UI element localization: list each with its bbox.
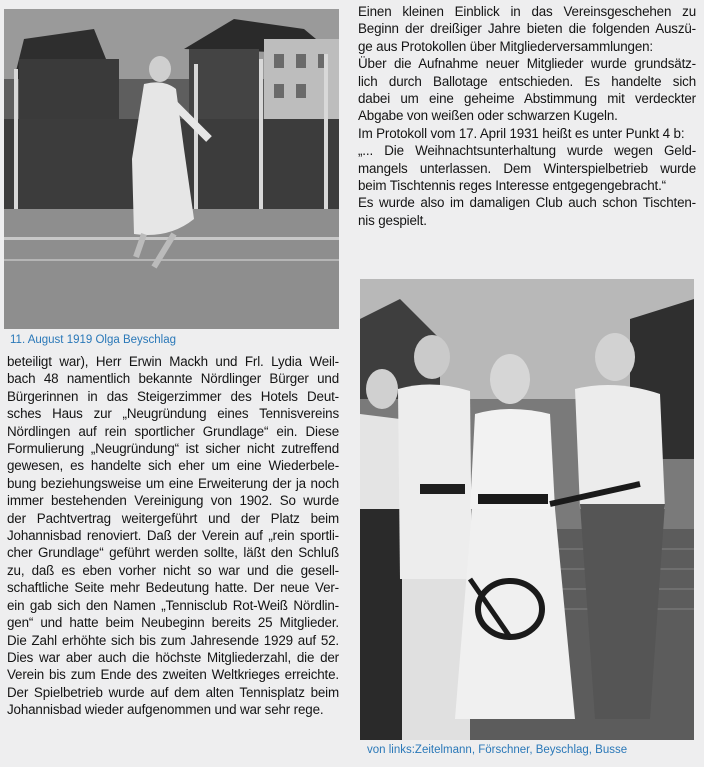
text-line: mangels unterlassen. Dem Winterspielbetrieb wurde (358, 160, 696, 176)
text-line: schaftliche Seite mehr Bedeutung hatte. Der neue Ver- (7, 580, 339, 596)
text-line: sches Haus zur „Neugründung eines Tennisvereins (7, 406, 339, 422)
photo-caption: von links:Zeitelmann, Förschner, Beyschlag, Busse (367, 744, 628, 756)
photo-tennis-player (4, 9, 339, 329)
text-line: ge aus Protokollen über Mitgliederversammlungen: (358, 38, 653, 54)
text-line: Im Protokoll vom 17. April 1931 heißt es unter Punkt 4 b: (358, 125, 685, 141)
text-line: cher Grundlage“ geführt werden sollte, läßt den Schluß (7, 545, 339, 561)
text-line: beim Tischtennis reges Interesse entgegengebracht.“ (358, 178, 666, 194)
text-line: beteiligt war), Herr Erwin Mackh und Frl. Lydia Weil- (7, 354, 339, 369)
photo-group-of-four-drawing (360, 279, 694, 740)
text-line: Johannisbad renoviert. Daß der Verein auf „rein sportli- (7, 528, 339, 544)
text-line: bach 48 namentlich bekannte Nördlinger Bürger und (7, 371, 339, 387)
text-line: Einen kleinen Einblick in das Vereinsgeschehen zu (358, 4, 696, 19)
photo-tennis-player-drawing (4, 9, 339, 329)
text-line: Verein bis zum Ende des zweiten Weltkrieges erreichte. (7, 667, 339, 683)
text-line: Es wurde also im damaligen Club auch schon Tischten- (358, 195, 696, 211)
text-line: Formulierung „Neugründung“ ist sicher nicht zutreffend (7, 441, 339, 457)
text-line: Nördlingen auf rein sportlicher Grundlage“ ein. Diese (7, 423, 339, 439)
text-line: immer bestehenden Vereinigung von 1902. So wurde (7, 493, 339, 509)
photo-caption: 11. August 1919 Olga Beyschlag (10, 334, 177, 346)
text-line: Bürgerinnen in das Steigerzimmer des Hotels Deut- (7, 388, 339, 404)
left-column-text (7, 353, 339, 719)
text-line: Dies war aber auch die höchste Mitgliederzahl, die der (7, 649, 339, 665)
text-line: Die Zahl erhöhte sich bis zum Jahresende 1929 auf 52. (7, 632, 339, 648)
text-line: Über die Aufnahme neuer Mitglieder wurde grundsätz- (358, 56, 696, 72)
text-line: lich durch Ballotage entschieden. Es handelte sich (358, 73, 696, 89)
text-line: der Pachtvertrag weitergeführt und der Platz beim (7, 510, 339, 526)
text-line: Der Spielbetrieb wurde auf dem alten Tennisplatz beim (7, 684, 339, 700)
text-line: Johannisbad wieder aufgenommen und war sehr rege. (7, 702, 324, 718)
text-line: Abgabe von weißen oder schwarzen Kugeln. (358, 108, 618, 124)
text-line: nis gespielt. (358, 212, 427, 228)
text-line: ein gab sich den Namen „Tennisclub Rot-Weiß Nördlin- (7, 597, 339, 613)
text-line: dabei um eine geheime Abstimmung mit verdeckter (358, 91, 696, 107)
text-line: zu, daß es eben vorher nicht so war und die gesell- (7, 562, 339, 578)
text-line: „... Die Weihnachtsunterhaltung wurde wegen Geld- (358, 143, 696, 159)
text-line: gen“ und hatte beim Neubeginn bereits 25 Mitglieder. (7, 615, 339, 631)
photo-group-of-four (360, 279, 694, 740)
text-line: Beginn der dreißiger Jahre bieten die folgenden Auszü- (358, 21, 696, 37)
text-line: bung beziehungsweise um eine Erweiterung der ja noch (7, 475, 339, 491)
right-column-text (358, 3, 696, 229)
text-line: gewesen, es handelte sich eher um eine Wiederbele- (7, 458, 339, 474)
